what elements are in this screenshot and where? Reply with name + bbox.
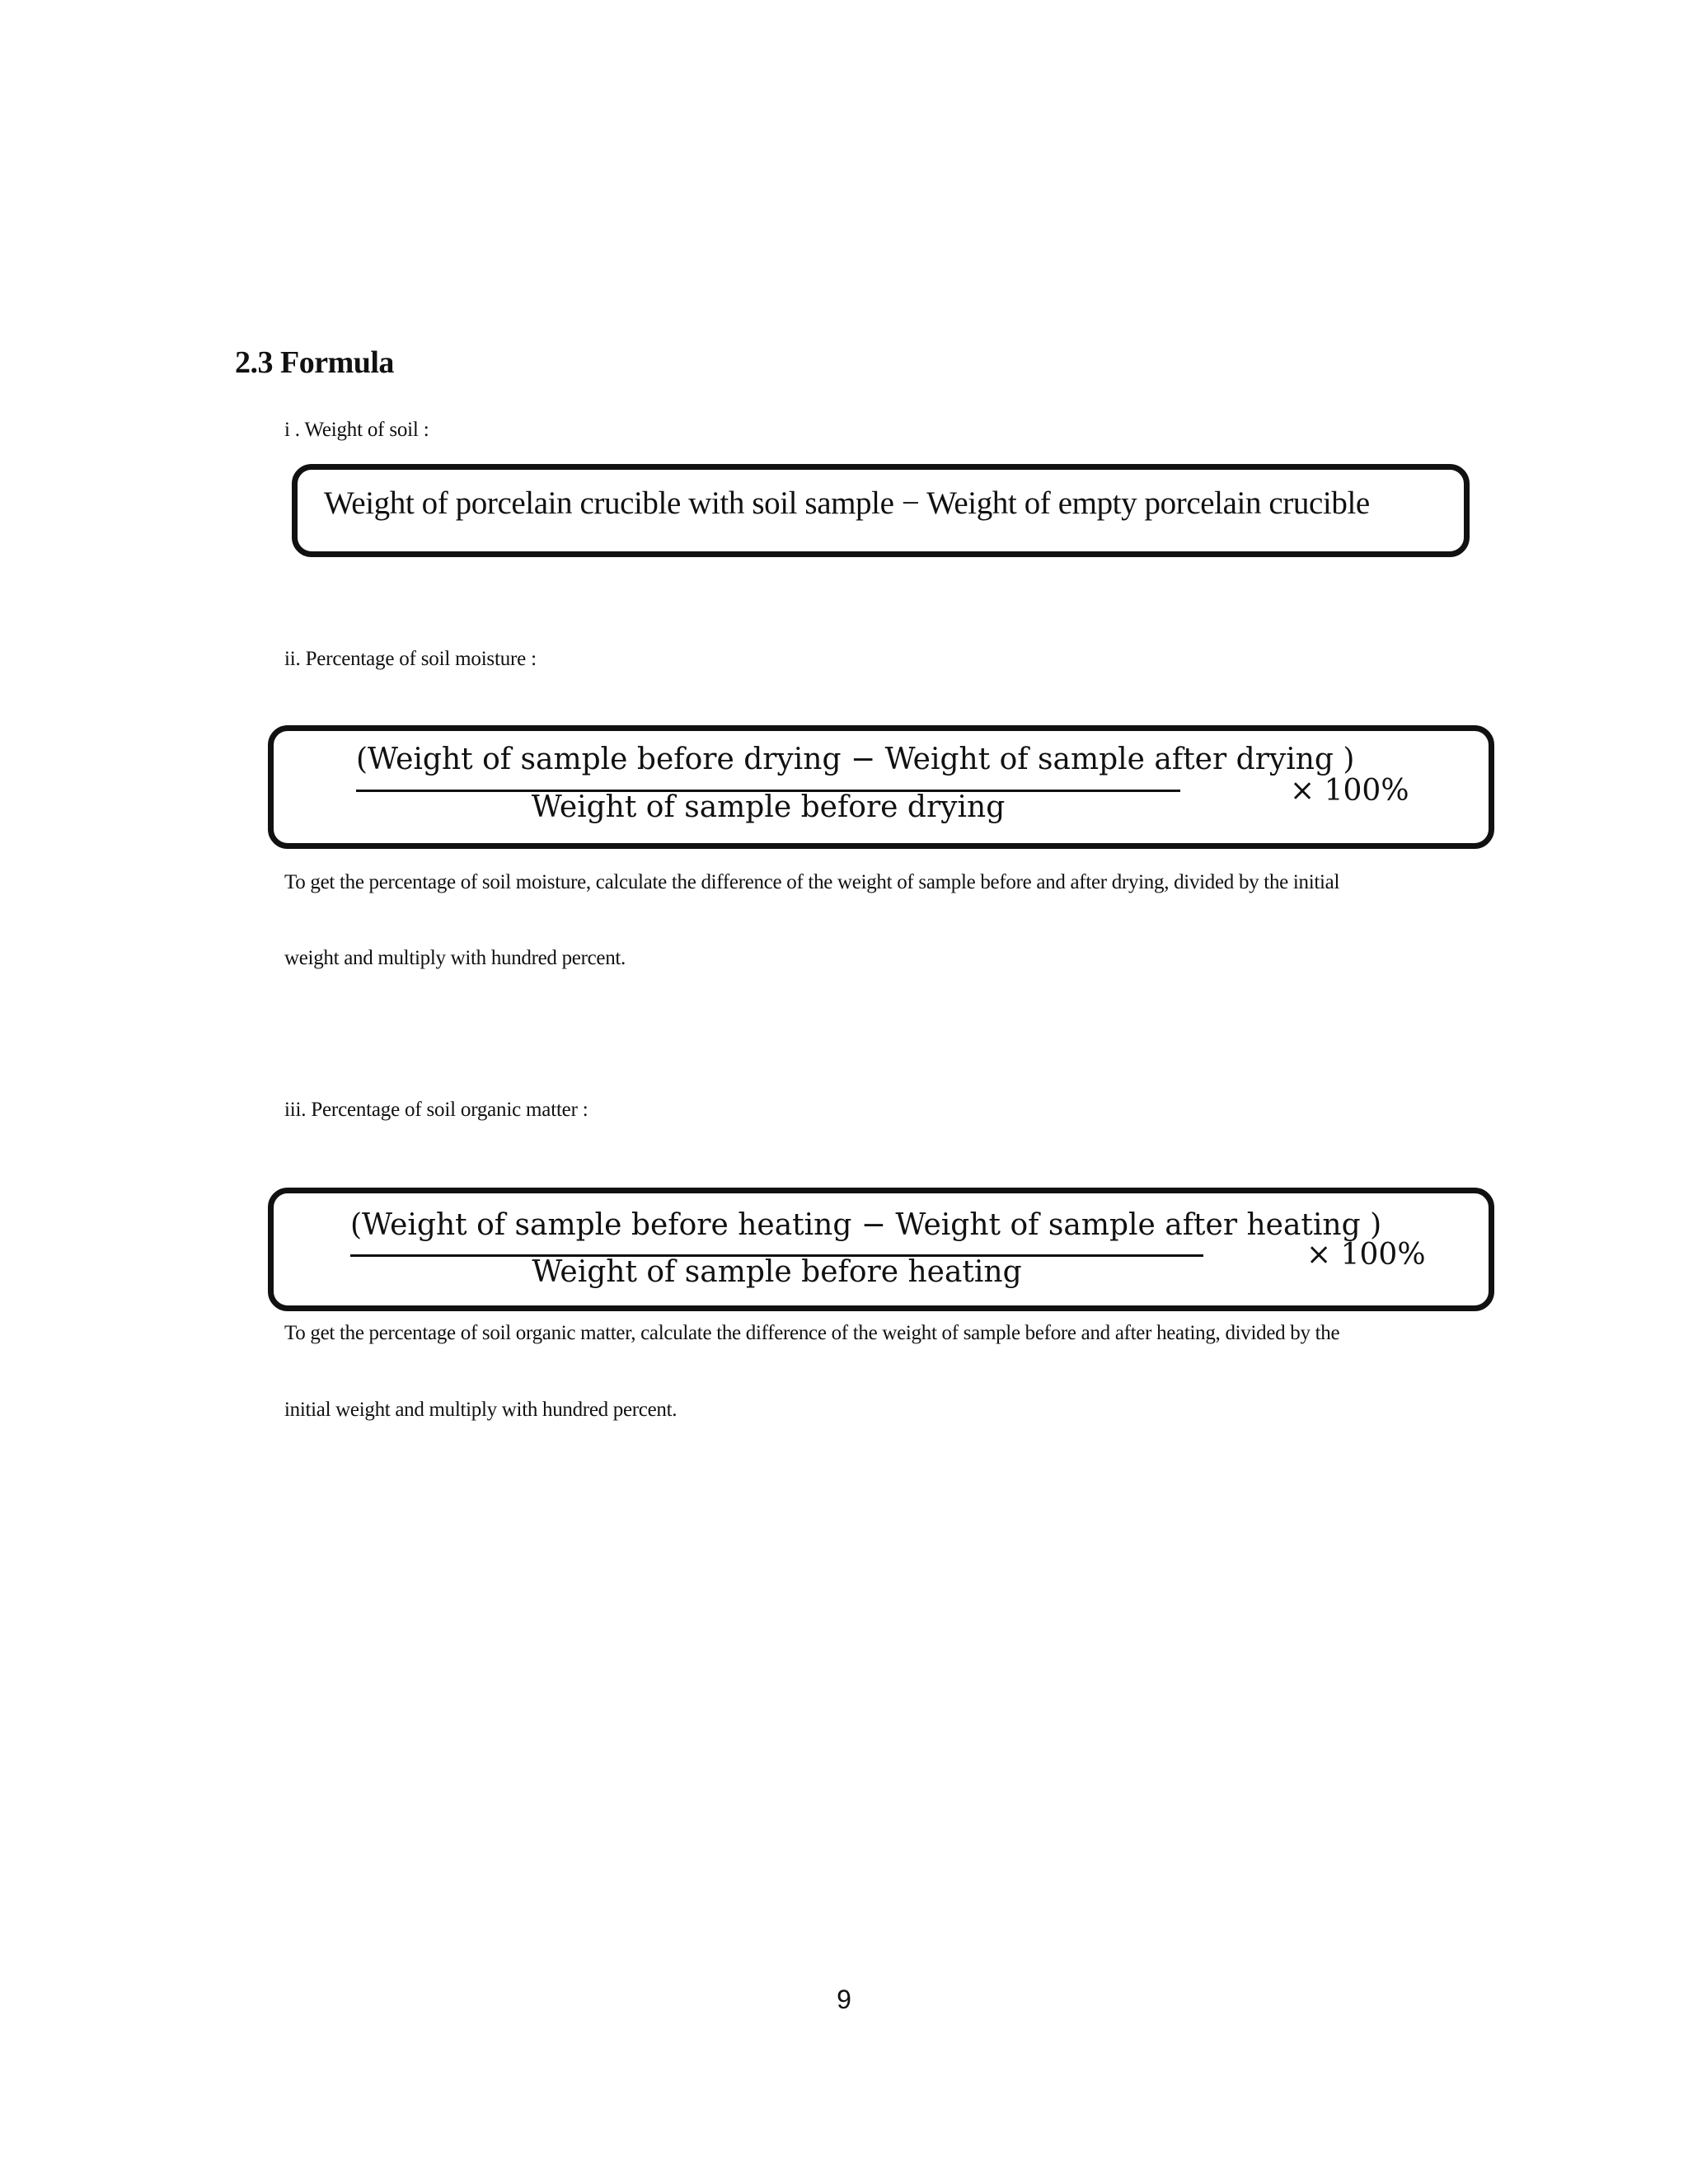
description-soil-moisture-line-1: To get the percentage of soil moisture, calculate the difference of the weight of sample before and after drying, divided by the initial xyxy=(284,871,1340,893)
item-label-weight-of-soil: i . Weight of soil : xyxy=(284,419,429,441)
description-soil-moisture-line-2: weight and multiply with hundred percent. xyxy=(284,947,626,969)
formula-box-weight-of-soil xyxy=(292,464,1470,557)
description-organic-matter-line-2: initial weight and multiply with hundred percent. xyxy=(284,1399,678,1421)
item-label-organic-matter: iii. Percentage of soil organic matter : xyxy=(284,1099,588,1121)
formula-box-organic-matter xyxy=(268,1188,1494,1311)
formula-box-soil-moisture xyxy=(268,725,1494,849)
multiplier-organic-matter: × 100% xyxy=(1306,1238,1426,1272)
numerator-soil-moisture: (Weight of sample before drying − Weight of sample after drying ) xyxy=(356,743,1355,776)
denominator-organic-matter: Weight of sample before heating xyxy=(532,1255,1022,1289)
multiplier-soil-moisture: × 100% xyxy=(1290,774,1409,808)
item-label-soil-moisture: ii. Percentage of soil moisture : xyxy=(284,648,537,670)
formula-weight-of-soil: Weight of porcelain crucible with soil sample − Weight of empty porcelain crucible xyxy=(324,485,1370,521)
page-number: 9 xyxy=(837,1985,851,2014)
description-organic-matter-line-1: To get the percentage of soil organic matter, calculate the difference of the weight of sample before and after heating, divided by the xyxy=(284,1322,1340,1344)
fraction-soil-moisture xyxy=(274,731,1489,843)
denominator-soil-moisture: Weight of sample before drying xyxy=(531,790,1006,824)
fraction-organic-matter xyxy=(274,1193,1489,1305)
section-heading: 2.3 Formula xyxy=(235,345,394,380)
numerator-organic-matter: (Weight of sample before heating − Weight of sample after heating ) xyxy=(350,1208,1382,1242)
